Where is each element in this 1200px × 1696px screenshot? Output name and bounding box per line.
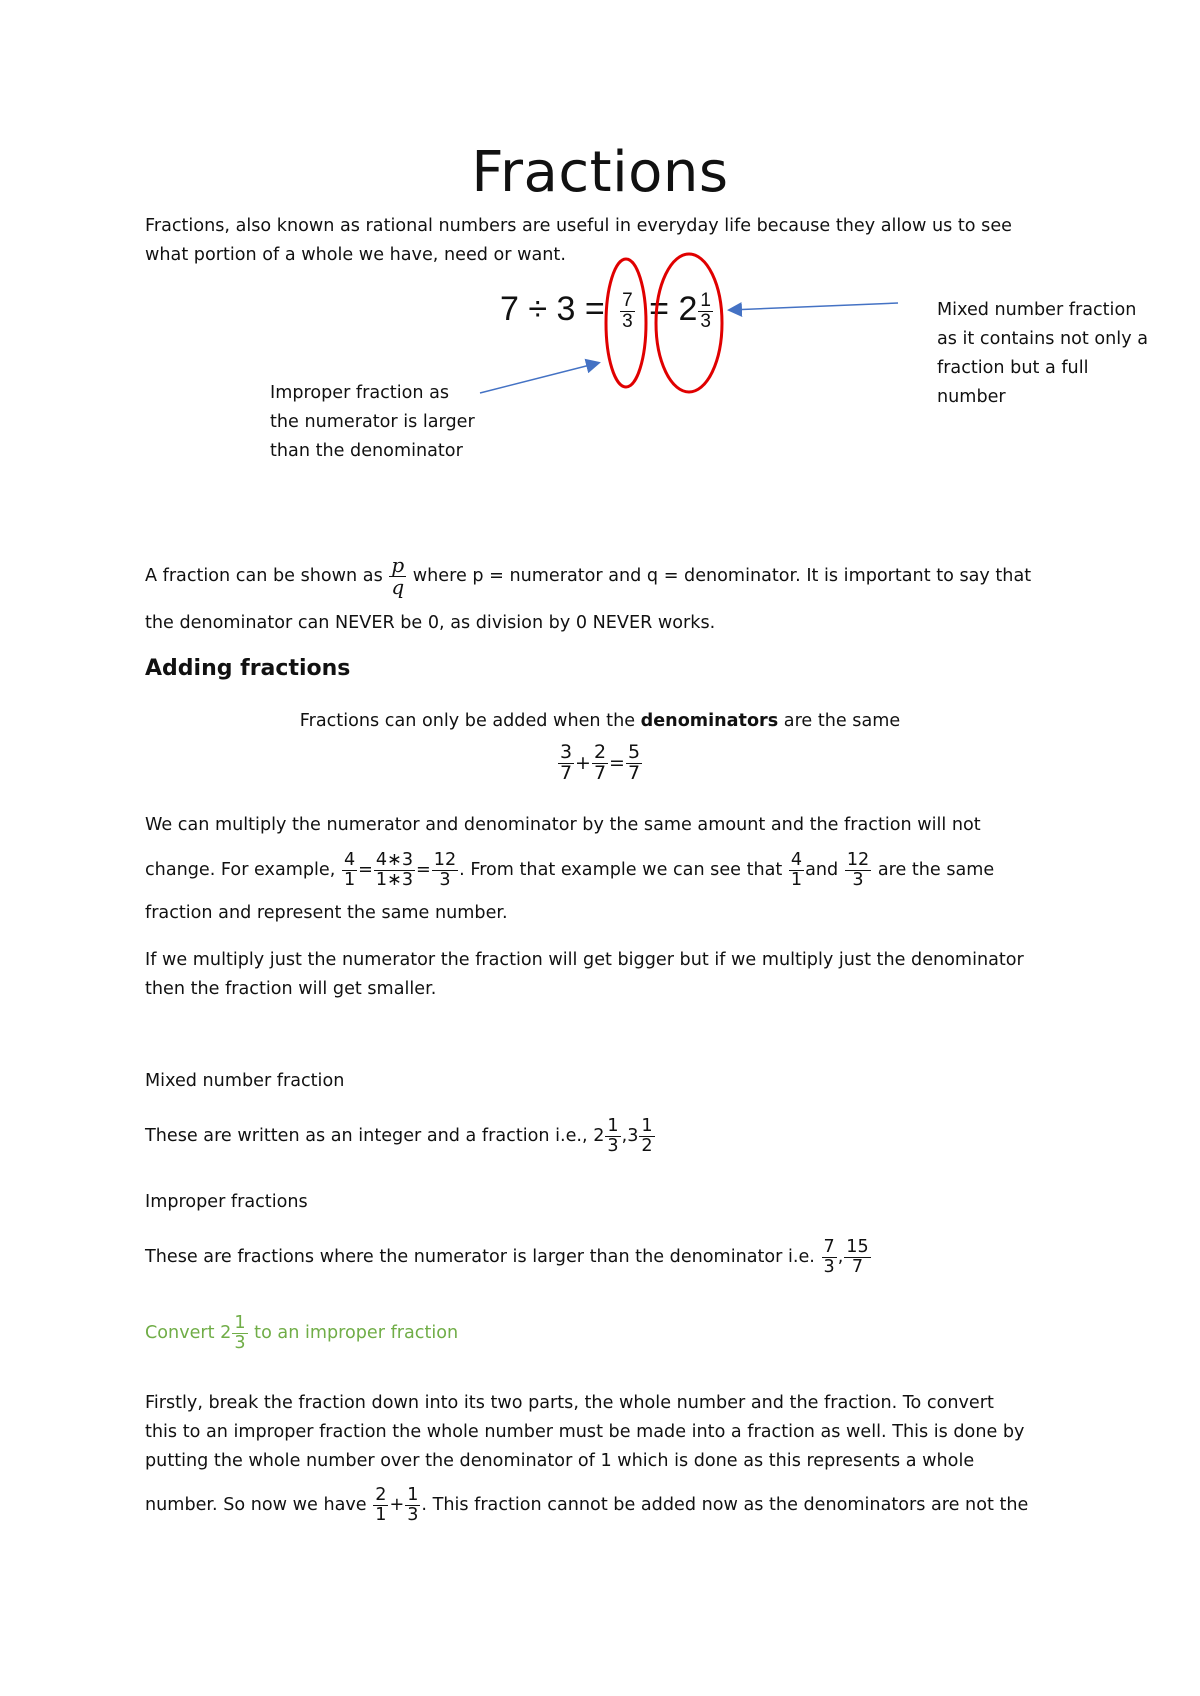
convert-text-after: to an improper fraction xyxy=(254,1323,459,1343)
mixed-denominator: 3 xyxy=(700,310,711,332)
note-mixed-line: number xyxy=(937,387,1006,407)
denominator: 1 xyxy=(790,869,803,890)
pq-paragraph-line-2: the denominator can NEVER be 0, as division by 0 NEVER works. xyxy=(145,613,716,633)
convert-heading xyxy=(145,1308,458,1358)
pq-numerator: p xyxy=(391,552,405,577)
improper-description: These are fractions where the numerator is larger than the denominator i.e. xyxy=(145,1247,815,1267)
numerator: 15 xyxy=(846,1237,869,1258)
fraction xyxy=(373,1486,388,1524)
fraction xyxy=(639,1117,654,1155)
multiply-text: change. For example, xyxy=(145,860,336,880)
denominator: 1 xyxy=(375,1504,387,1525)
comma: , xyxy=(621,1126,628,1146)
mixed-numerator: 1 xyxy=(700,289,711,311)
equals-sign: = xyxy=(609,752,625,774)
multiply-text: are the same xyxy=(877,860,995,880)
note-improper xyxy=(270,379,475,466)
improper-heading: Improper fractions xyxy=(145,1192,308,1212)
convert-whole: 2 xyxy=(220,1323,232,1343)
adding-example xyxy=(0,738,1200,788)
convert-line-2: this to an improper fraction the whole number must be made into a fraction as well. This is done by xyxy=(145,1422,1025,1442)
multiply-line-4: If we multiply just the numerator the fraction will get bigger but if we multiply just the denominator xyxy=(145,950,1024,970)
pq-paragraph-line-1 xyxy=(145,551,1031,601)
denominator: 1∗3 xyxy=(375,869,414,890)
numerator: 1 xyxy=(641,1116,653,1137)
fraction xyxy=(432,851,458,889)
mixed-text xyxy=(145,1111,656,1161)
improper-denominator: 3 xyxy=(622,310,633,332)
intro-line-1: Fractions, also known as rational numbers are useful in everyday life because they allow us to see xyxy=(145,216,1012,236)
fraction xyxy=(605,1117,620,1155)
numerator: 4 xyxy=(343,850,356,871)
numerator: 1 xyxy=(607,1116,619,1137)
denominator: 3 xyxy=(852,869,864,890)
fraction xyxy=(845,851,871,889)
multiply-line-5: then the fraction will get smaller. xyxy=(145,979,437,999)
multiply-line-1: We can multiply the numerator and denominator by the same amount and the fraction will not xyxy=(145,815,981,835)
multiply-line-3: fraction and represent the same number. xyxy=(145,903,508,923)
plus-sign: + xyxy=(575,752,591,774)
numerator: 12 xyxy=(433,850,457,871)
convert-line-3: putting the whole number over the denominator of 1 which is done as this represents a whole xyxy=(145,1451,975,1471)
fraction xyxy=(232,1314,247,1352)
multiply-line-2 xyxy=(145,845,994,895)
denominator: 1 xyxy=(343,869,356,890)
arrow-to-mixed xyxy=(730,303,898,310)
denominator: 3 xyxy=(823,1256,835,1277)
convert-text: . This fraction cannot be added now as the denominators are not the xyxy=(421,1495,1029,1515)
intro-line-2: what portion of a whole we have, need or want. xyxy=(145,245,566,265)
denominator: 7 xyxy=(559,762,573,784)
convert-line-1: Firstly, break the fraction down into its two parts, the whole number and the fraction. To convert xyxy=(145,1393,994,1413)
note-improper-line: the numerator is larger xyxy=(270,412,475,432)
denominator: 3 xyxy=(439,869,451,890)
improper-circle xyxy=(606,259,646,387)
numerator: 7 xyxy=(823,1237,835,1258)
equals-sign: = xyxy=(358,860,373,880)
mixed-whole: 2 xyxy=(678,290,698,328)
convert-text-before: Convert xyxy=(145,1323,215,1343)
numerator: 4 xyxy=(790,850,803,871)
fraction xyxy=(405,1486,420,1524)
diagram-annotations xyxy=(0,0,1200,500)
mixed-circle xyxy=(656,254,722,392)
numerator: 1 xyxy=(234,1313,246,1334)
numerator: 5 xyxy=(627,741,641,764)
arrow-to-improper xyxy=(480,363,598,393)
convert-text: number. So now we have xyxy=(145,1495,367,1515)
mixed-heading: Mixed number fraction xyxy=(145,1071,345,1091)
pq-fraction xyxy=(389,552,406,599)
equals-sign: = xyxy=(416,860,431,880)
plus-sign: + xyxy=(389,1495,405,1515)
numerator: 1 xyxy=(407,1485,419,1506)
rule-text-before: Fractions can only be added when the xyxy=(299,711,636,731)
denominator: 2 xyxy=(641,1135,653,1156)
improper-numerator: 7 xyxy=(622,289,633,311)
mixed-example-whole: 2 xyxy=(593,1126,605,1146)
note-mixed-line: fraction but a full xyxy=(937,358,1089,378)
mixed-description: These are written as an integer and a fraction i.e., xyxy=(145,1126,588,1146)
equation-equals: = xyxy=(649,290,670,328)
fraction xyxy=(789,851,804,889)
denominator: 7 xyxy=(627,762,641,784)
numerator: 2 xyxy=(593,741,607,764)
numerator: 12 xyxy=(846,850,870,871)
multiply-text: . From that example we can see that xyxy=(459,860,783,880)
page-title: Fractions xyxy=(471,140,729,205)
convert-line-4 xyxy=(145,1480,1028,1530)
note-improper-line: than the denominator xyxy=(270,441,463,461)
improper-text xyxy=(145,1232,872,1282)
rule-text-after: are the same xyxy=(783,711,901,731)
fraction xyxy=(626,743,642,784)
mixed-example-whole: 3 xyxy=(627,1126,639,1146)
numerator: 2 xyxy=(375,1485,387,1506)
denominator: 3 xyxy=(407,1504,419,1525)
note-improper-line: Improper fraction as xyxy=(270,383,450,403)
numerator: 4∗3 xyxy=(375,850,414,871)
denominator: 3 xyxy=(234,1332,246,1353)
equation-lhs: 7 ÷ 3 = xyxy=(500,290,605,328)
pq-text-before: A fraction can be shown as xyxy=(145,566,383,586)
fraction xyxy=(822,1238,837,1276)
adding-heading: Adding fractions xyxy=(145,656,351,681)
rule-text-bold: denominators xyxy=(640,711,779,731)
fraction xyxy=(592,743,608,784)
note-mixed xyxy=(937,296,1148,412)
denominator: 7 xyxy=(851,1256,864,1277)
note-mixed-line: as it contains not only a xyxy=(937,329,1148,349)
fraction xyxy=(374,851,415,889)
multiply-text: and xyxy=(805,860,839,880)
comma: , xyxy=(837,1247,844,1267)
pq-text-after: where p = numerator and q = denominator. It is important to say that xyxy=(412,566,1032,586)
denominator: 3 xyxy=(607,1135,619,1156)
pq-denominator: q xyxy=(391,574,405,599)
numerator: 3 xyxy=(559,741,573,764)
fraction xyxy=(342,851,357,889)
adding-rule xyxy=(0,707,1200,736)
fraction xyxy=(558,743,574,784)
fraction xyxy=(844,1238,870,1276)
note-mixed-line: Mixed number fraction xyxy=(937,300,1137,320)
denominator: 7 xyxy=(593,762,607,784)
